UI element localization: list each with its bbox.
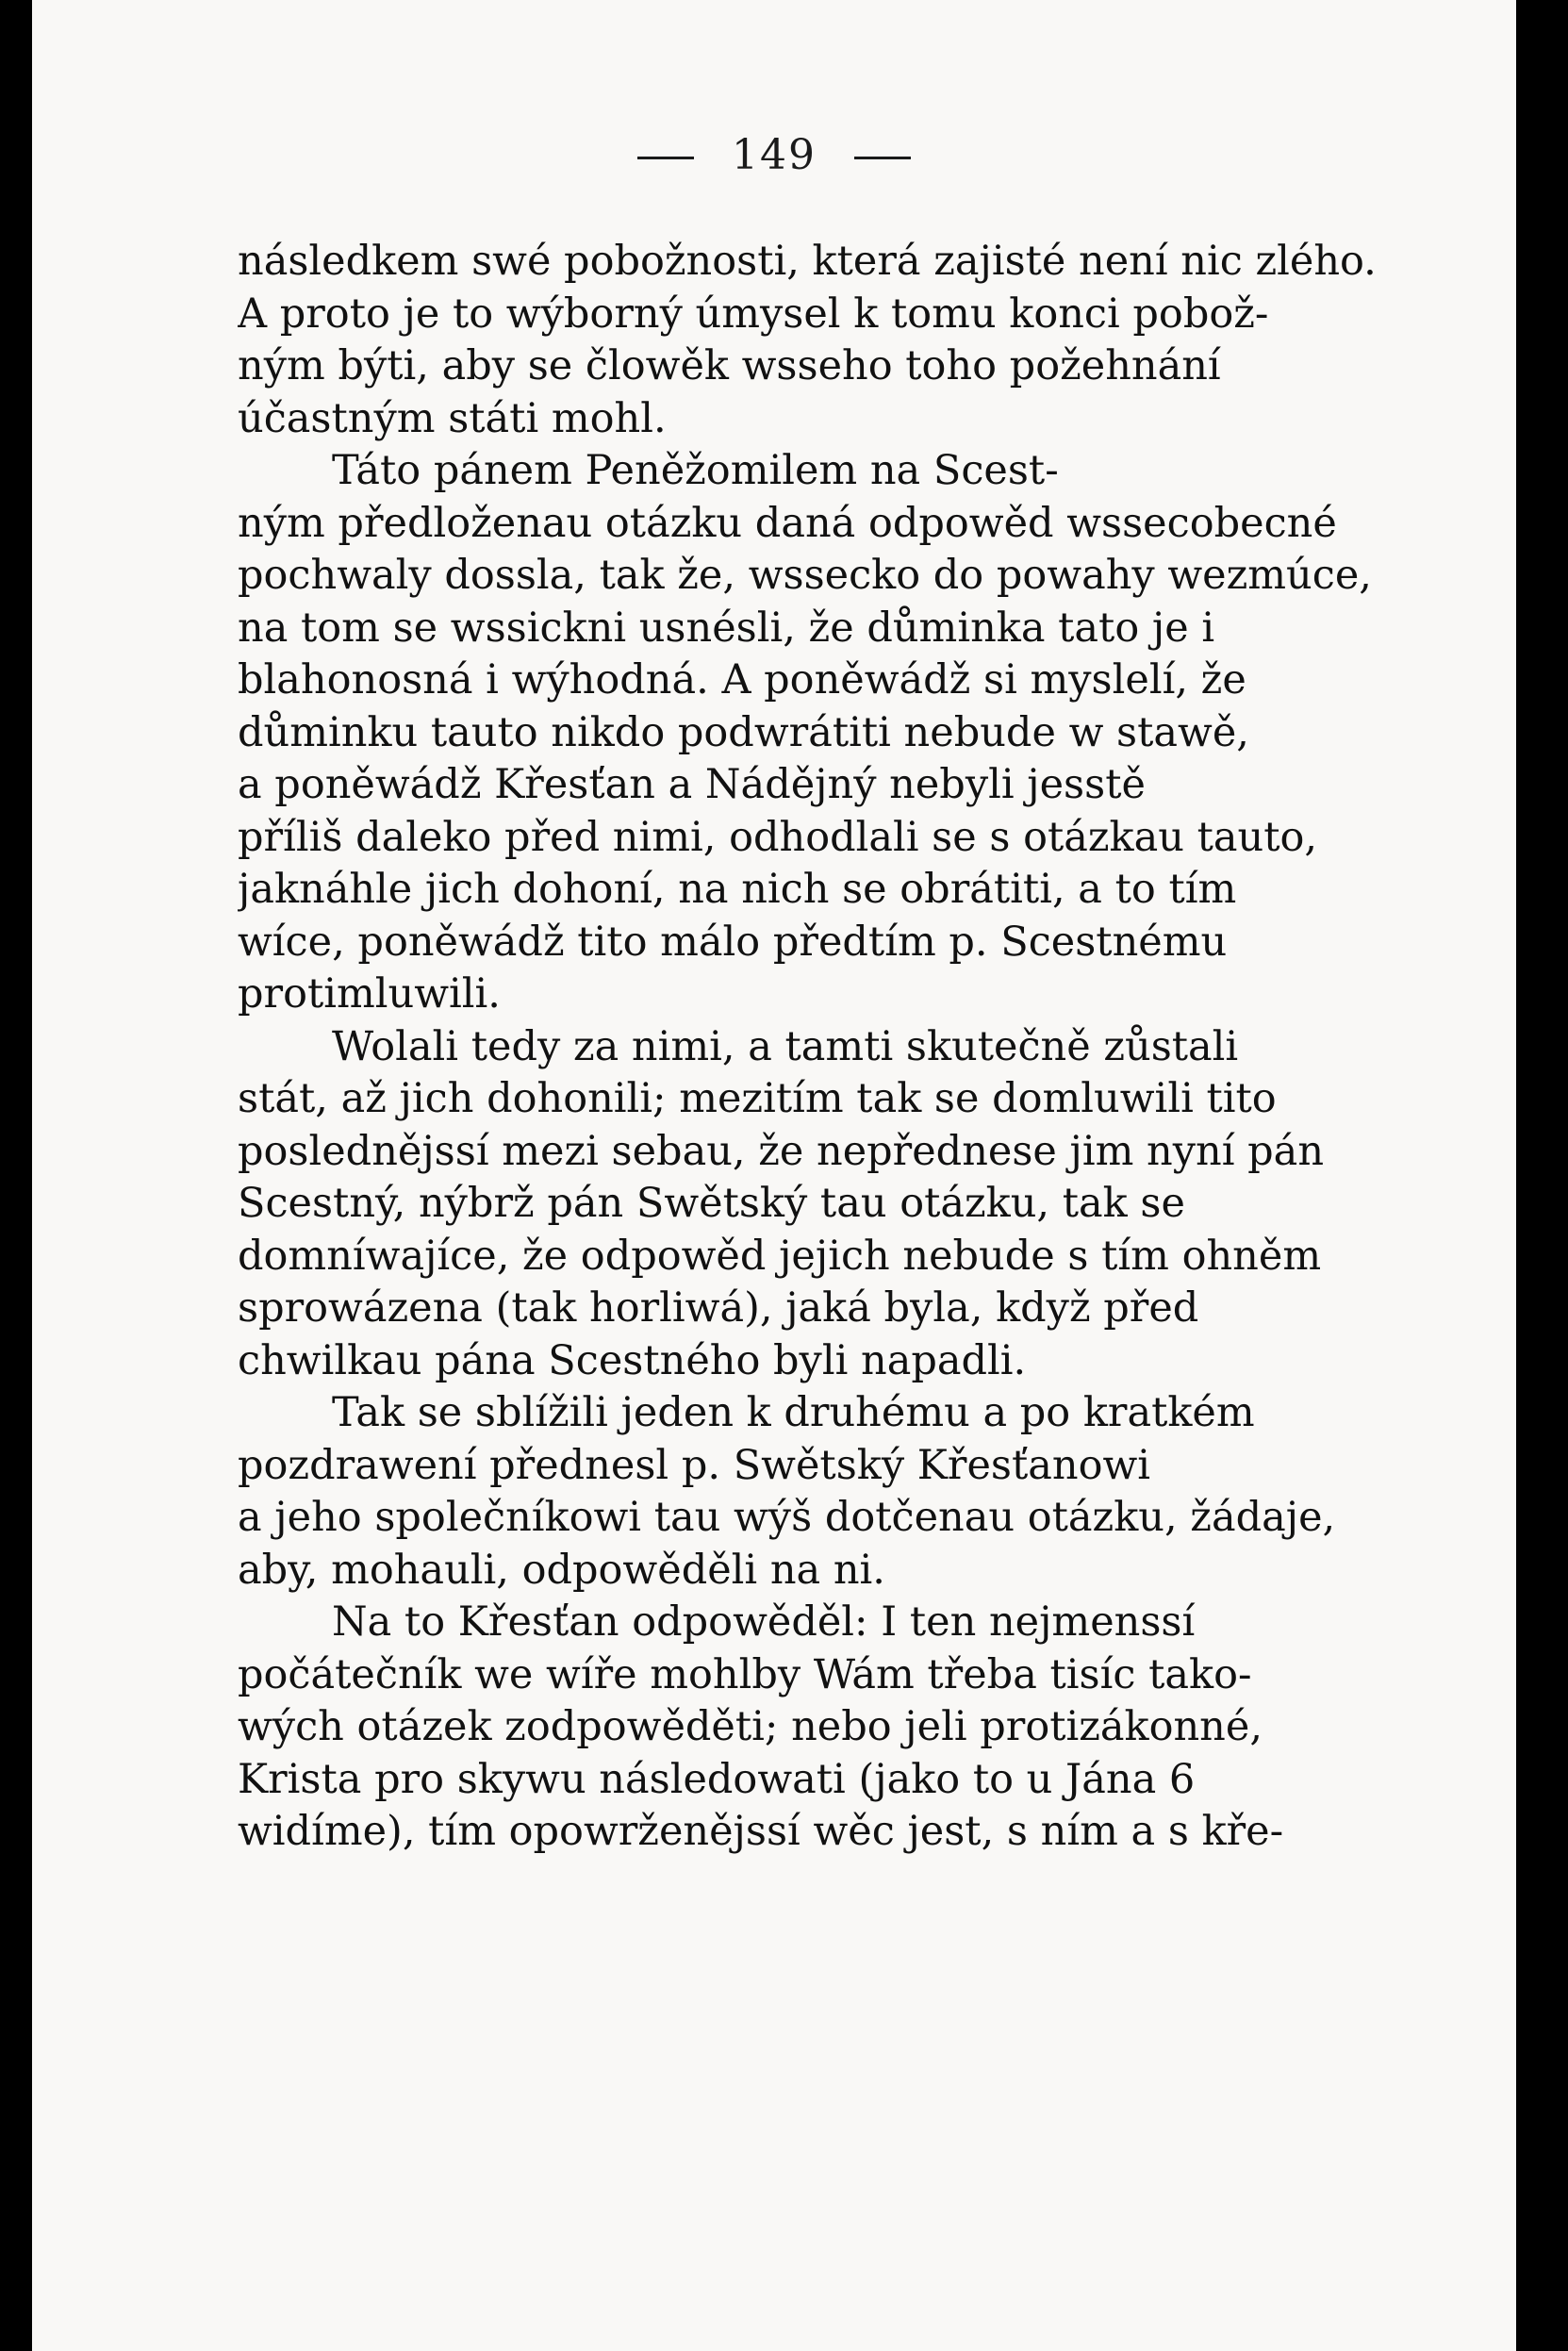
scan-left-border bbox=[0, 0, 32, 2351]
header-dash-left bbox=[637, 157, 694, 159]
text-line: sprowázena (tak horliwá), jaká byla, když před bbox=[238, 1284, 1199, 1332]
text-line: stát, až jich dohonili; mezitím tak se domluwili tito bbox=[238, 1075, 1277, 1122]
text-line: widíme), tím opowrženějssí wěc jest, s ním a s kře- bbox=[238, 1808, 1284, 1855]
text-line: Táto pánem Peněžomilem na Scest- bbox=[332, 447, 1059, 494]
text-line: důminku tauto nikdo podwrátiti nebude w stawě, bbox=[238, 708, 1249, 756]
text-line: Wolali tedy za nimi, a tamti skutečně zůstali bbox=[332, 1022, 1239, 1070]
text-line: následkem swé pobožnosti, která zajisté není nic zlého. bbox=[238, 238, 1377, 285]
text-line: posledněјssí mezi sebau, že nepřednese jim nyní pán bbox=[238, 1127, 1325, 1175]
text-line: wých otázek zodpowěděti; nebo jeli protizákonné, bbox=[238, 1703, 1263, 1750]
text-line: Tak se sblížili jeden k druhému a po kratkém bbox=[332, 1389, 1255, 1436]
book-page bbox=[32, 0, 1516, 2351]
text-line: účastným státi mohl. bbox=[238, 394, 667, 442]
text-line: pochwaly dossla, tak že, wssecko do powahy wezmúce, bbox=[238, 552, 1372, 599]
text-line: Na to Křesťan odpowěděl: I ten nejmenssí bbox=[332, 1598, 1196, 1646]
text-line: Scestný, nýbrž pán Swětský tau otázku, tak se bbox=[238, 1180, 1185, 1227]
text-line: blahonosná i wýhodná. A poněwádž si myslelí, že bbox=[238, 656, 1246, 704]
text-line: Krista pro skywu následowati (jako to u Jána 6 bbox=[238, 1755, 1196, 1803]
text-line: pozdrawení přednesl p. Swětský Křesťanowi bbox=[238, 1441, 1151, 1489]
text-line: a jeho společníkowi tau wýš dotčenau otázku, žádaje, bbox=[238, 1494, 1336, 1541]
page-number: 149 bbox=[732, 131, 817, 179]
text-line: počátečník we wíře mohlby Wám třeba tisíc tako- bbox=[238, 1650, 1252, 1698]
text-line: protimluwili. bbox=[238, 970, 501, 1018]
text-line: ným býti, aby se člowěk wsseho toho požehnání bbox=[238, 342, 1221, 389]
text-line: aby, mohauli, odpowěděli na ni. bbox=[238, 1546, 885, 1594]
paragraph bbox=[238, 1597, 1388, 1859]
page-header bbox=[32, 127, 1516, 184]
paragraph bbox=[238, 445, 1388, 1021]
scan-right-border bbox=[1516, 0, 1568, 2351]
paragraph bbox=[238, 1387, 1388, 1597]
paragraph bbox=[238, 236, 1388, 445]
text-line: příliš daleko před nimi, odhodlali se s otázkau tauto, bbox=[238, 813, 1318, 861]
text-line: na tom se wssickni usnésli, že důminka tato je i bbox=[238, 604, 1215, 652]
text-line: a poněwádž Křesťan a Nádějný nebyli jesstě bbox=[238, 761, 1146, 808]
text-line: ným předloženau otázku daná odpowěd wssecobecné bbox=[238, 499, 1337, 547]
text-line: wíce, poněwádž tito málo předtím p. Scestnému bbox=[238, 918, 1228, 966]
text-line: A proto je to wýborný úmysel k tomu konci pobož- bbox=[238, 290, 1269, 338]
paragraph bbox=[238, 1021, 1388, 1388]
text-line: jaknáhle jich dohoní, na nich se obrátiti, a to tím bbox=[238, 866, 1237, 913]
text-line: domníwajíce, že odpowěd jejich nebude s tím ohněm bbox=[238, 1232, 1322, 1280]
body-text bbox=[238, 236, 1388, 1859]
header-dash-right bbox=[854, 157, 911, 159]
text-line: chwilkau pána Scestného byli napadli. bbox=[238, 1336, 1027, 1384]
